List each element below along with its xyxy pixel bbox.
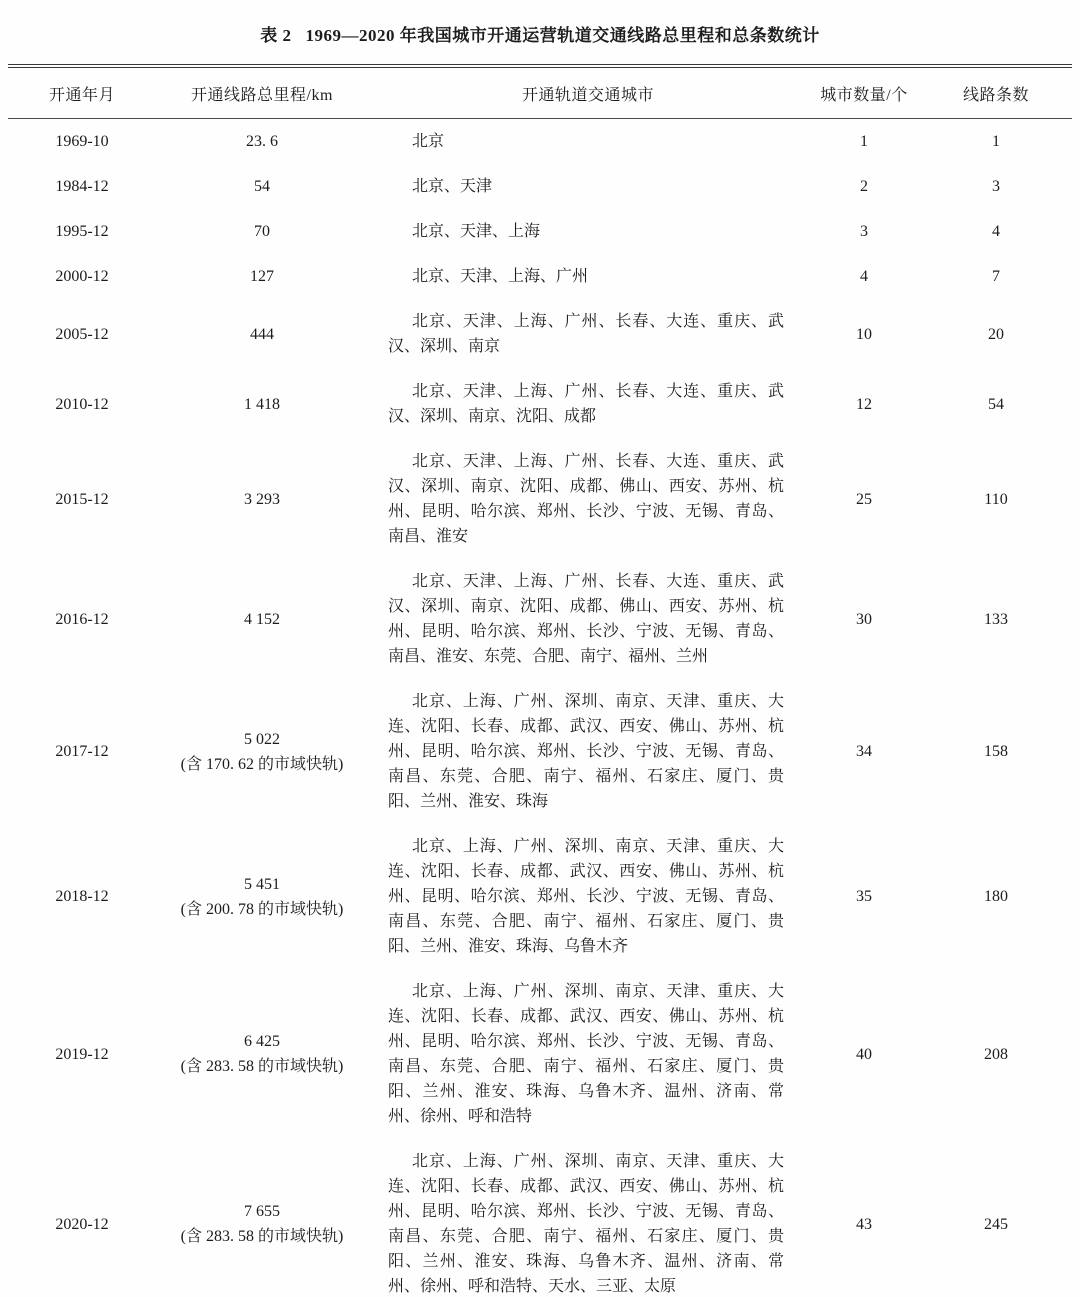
cities-list: 北京、上海、广州、深圳、南京、天津、重庆、大连、沈阳、长春、成都、武汉、西安、佛山、苏州、杭州、昆明、哈尔滨、郑州、长沙、宁波、无锡、青岛、南昌、东莞、合肥、南宁、福州、石家庄、厦门、贵阳、兰州、淮安、珠海、乌鲁木齐、温州、济南、常州、徐州、呼和浩特、天水、三亚、太原 (388, 1153, 784, 1295)
col-header-cities: 开通轨道交通城市 (368, 66, 808, 119)
table-body (8, 119, 1072, 1297)
cell-mileage (156, 299, 368, 369)
cell-city-count: 12 (856, 395, 872, 413)
col-header-mileage: 开通线路总里程/km (156, 66, 368, 119)
cities-list: 北京、天津、上海、广州、长春、大连、重庆、武汉、深圳、南京、沈阳、成都、佛山、西安、苏州、杭州、昆明、哈尔滨、郑州、长沙、宁波、无锡、青岛、南昌、淮安 (388, 453, 784, 545)
cell-city-count: 3 (860, 223, 868, 240)
cell-cities (368, 164, 808, 209)
header-row (8, 66, 1072, 119)
table-row (8, 369, 1072, 439)
cell-open-date: 2000-12 (55, 268, 109, 285)
cities-list: 北京、天津 (412, 178, 493, 195)
table-header (8, 66, 1072, 119)
table-row (8, 679, 1072, 824)
table-row (8, 299, 1072, 369)
cell-line-count: 158 (984, 743, 1008, 760)
cell-open-date: 2019-12 (55, 1045, 109, 1063)
cell-mileage (156, 559, 368, 679)
cell-open-date: 2005-12 (55, 325, 109, 343)
table-row (8, 1139, 1072, 1297)
cell-mileage (156, 824, 368, 969)
cell-city-count: 40 (856, 1045, 872, 1063)
rail-transit-statistics-table (8, 64, 1072, 1297)
cell-mileage (156, 209, 368, 254)
cell-open-date: 2010-12 (55, 395, 109, 413)
mileage-note: (含 170. 62 的市域快轨) (180, 755, 344, 773)
cell-line-count: 3 (992, 178, 1000, 195)
cell-line-count: 245 (984, 1215, 1008, 1233)
cities-list: 北京、天津、上海、广州、长春、大连、重庆、武汉、深圳、南京 (388, 313, 784, 355)
mileage-value: 54 (254, 178, 270, 195)
mileage-value: 444 (250, 325, 274, 343)
cell-cities (368, 209, 808, 254)
cell-cities (368, 1139, 808, 1297)
cell-open-date: 2015-12 (55, 490, 109, 508)
cell-open-date: 1984-12 (55, 178, 109, 195)
mileage-value: 4 152 (244, 610, 280, 628)
col-header-city-count: 城市数量/个 (808, 66, 920, 119)
mileage-value: 70 (254, 223, 270, 240)
cell-open-date: 2016-12 (55, 610, 109, 628)
cell-city-count: 2 (860, 178, 868, 195)
cities-list: 北京、天津、上海、广州 (412, 268, 589, 285)
col-header-line-count: 线路条数 (920, 66, 1072, 119)
cell-cities (368, 969, 808, 1139)
mileage-note: (含 283. 58 的市域快轨) (180, 1058, 344, 1075)
table-row (8, 209, 1072, 254)
cell-cities (368, 679, 808, 824)
mileage-value: 127 (250, 268, 274, 285)
table-row (8, 439, 1072, 559)
mileage-value: 1 418 (244, 395, 280, 413)
mileage-value: 6 425 (244, 1033, 280, 1050)
cell-cities (368, 559, 808, 679)
mileage-value: 3 293 (244, 490, 280, 508)
cell-mileage (156, 679, 368, 824)
cell-city-count: 30 (856, 610, 872, 628)
cell-open-date: 1969-10 (55, 133, 109, 150)
col-header-open-date: 开通年月 (8, 66, 156, 119)
mileage-value: 5 022 (244, 730, 280, 748)
cell-city-count: 43 (856, 1215, 872, 1233)
table-row (8, 824, 1072, 969)
mileage-note: (含 283. 58 的市域快轨) (180, 1228, 344, 1245)
table-row (8, 559, 1072, 679)
table-caption-tag: 表 2 (260, 26, 292, 45)
cell-mileage (156, 119, 368, 165)
cell-cities (368, 119, 808, 165)
mileage-value: 5 451 (244, 875, 280, 893)
cell-line-count: 110 (984, 490, 1008, 508)
table-row (8, 254, 1072, 299)
cities-list: 北京、天津、上海、广州、长春、大连、重庆、武汉、深圳、南京、沈阳、成都、佛山、西安、苏州、杭州、昆明、哈尔滨、郑州、长沙、宁波、无锡、青岛、南昌、淮安、东莞、合肥、南宁、福州、兰州 (388, 573, 784, 665)
cell-mileage (156, 254, 368, 299)
cities-list: 北京 (412, 133, 445, 150)
table-row (8, 969, 1072, 1139)
cities-list: 北京、天津、上海 (412, 223, 541, 240)
cell-city-count: 35 (856, 888, 872, 905)
table-caption (8, 0, 1072, 64)
cities-list: 北京、上海、广州、深圳、南京、天津、重庆、大连、沈阳、长春、成都、武汉、西安、佛山、苏州、杭州、昆明、哈尔滨、郑州、长沙、宁波、无锡、青岛、南昌、东莞、合肥、南宁、福州、石家庄、厦门、贵阳、兰州、淮安、珠海、乌鲁木齐、温州、济南、常州、徐州、呼和浩特 (388, 983, 784, 1125)
cities-list: 北京、天津、上海、广州、长春、大连、重庆、武汉、深圳、南京、沈阳、成都 (388, 383, 784, 425)
cell-line-count: 180 (984, 888, 1008, 905)
cell-mileage (156, 164, 368, 209)
cell-line-count: 1 (992, 133, 1000, 150)
cell-line-count: 54 (988, 395, 1004, 413)
cities-list: 北京、上海、广州、深圳、南京、天津、重庆、大连、沈阳、长春、成都、武汉、西安、佛山、苏州、杭州、昆明、哈尔滨、郑州、长沙、宁波、无锡、青岛、南昌、东莞、合肥、南宁、福州、石家庄、厦门、贵阳、兰州、淮安、珠海 (388, 693, 784, 810)
cell-cities (368, 254, 808, 299)
cell-cities (368, 369, 808, 439)
cell-open-date: 1995-12 (55, 223, 109, 240)
cell-open-date: 2018-12 (55, 888, 109, 905)
cell-cities (368, 299, 808, 369)
cell-city-count: 4 (860, 268, 868, 285)
table-row (8, 164, 1072, 209)
cell-line-count: 133 (984, 610, 1008, 628)
mileage-value: 7 655 (244, 1203, 280, 1220)
mileage-value: 23. 6 (246, 133, 278, 150)
cell-mileage (156, 439, 368, 559)
table-row (8, 119, 1072, 165)
cell-mileage (156, 1139, 368, 1297)
cell-city-count: 34 (856, 743, 872, 760)
cell-mileage (156, 969, 368, 1139)
cell-mileage (156, 369, 368, 439)
table-caption-text: 1969—2020 年我国城市开通运营轨道交通线路总里程和总条数统计 (305, 26, 820, 45)
cell-line-count: 4 (992, 223, 1000, 240)
cell-open-date: 2017-12 (55, 743, 109, 760)
cell-city-count: 1 (860, 133, 868, 150)
cell-city-count: 25 (856, 490, 872, 508)
cities-list: 北京、上海、广州、深圳、南京、天津、重庆、大连、沈阳、长春、成都、武汉、西安、佛山、苏州、杭州、昆明、哈尔滨、郑州、长沙、宁波、无锡、青岛、南昌、东莞、合肥、南宁、福州、石家庄、厦门、贵阳、兰州、淮安、珠海、乌鲁木齐 (388, 838, 784, 955)
cell-city-count: 10 (856, 325, 872, 343)
cell-open-date: 2020-12 (55, 1215, 109, 1233)
cell-line-count: 7 (992, 268, 1000, 285)
cell-line-count: 208 (984, 1045, 1008, 1063)
cell-line-count: 20 (988, 325, 1004, 343)
mileage-note: (含 200. 78 的市域快轨) (180, 900, 344, 918)
cell-cities (368, 824, 808, 969)
cell-cities (368, 439, 808, 559)
